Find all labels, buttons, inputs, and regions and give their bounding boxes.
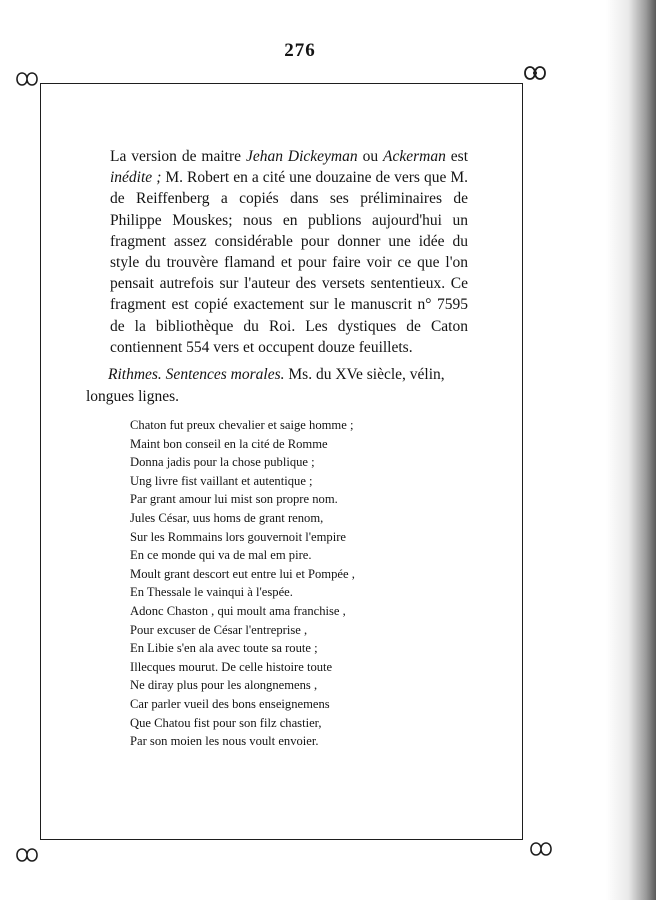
text-run: ou bbox=[357, 148, 383, 165]
verse-line: Chaton fut preux chevalier et saige homme ; bbox=[130, 418, 354, 432]
verse-line: Ne diray plus pour les alongnemens , bbox=[130, 678, 318, 693]
author-name: Ackerman bbox=[383, 148, 446, 165]
rubric-description: Ms. du XVe siècle, vélin, longues lignes. bbox=[86, 366, 445, 405]
verse-line: Illecques mourut. De celle histoire toute bbox=[130, 659, 333, 674]
rubric-title: Rithmes. Sentences morales. bbox=[108, 366, 285, 383]
verse-line: Jules César, uus homs de grant renom, bbox=[130, 510, 324, 525]
verse-line: Moult grant descort eut entre lui et Pompée , bbox=[130, 566, 355, 581]
verse-line: Ung livre fist vaillant et autentique ; bbox=[130, 473, 313, 488]
book-spine-shadow bbox=[606, 0, 656, 900]
text-run: La version de maitre bbox=[110, 148, 246, 165]
author-name: Jehan Dickeyman bbox=[245, 148, 358, 165]
verse-line: Par son moien les nous voult envoier. bbox=[130, 734, 319, 749]
intro-paragraph bbox=[110, 146, 468, 358]
verse-line: Maint bon conseil en la cité de Romme bbox=[130, 436, 328, 451]
verse-line: Sur les Rommains lors gouvernoit l'empire bbox=[130, 529, 346, 544]
emphasis-word: inédite ; bbox=[110, 169, 162, 187]
verse-line: En Thessale le vainqui à l'espée. bbox=[130, 585, 293, 600]
verse-line: Adonc Chaston , qui moult ama franchise , bbox=[130, 603, 346, 618]
verse-line: Par grant amour lui mist son propre nom. bbox=[130, 492, 338, 507]
page-number: 276 bbox=[284, 40, 316, 61]
flourish-ornament-icon bbox=[528, 838, 554, 860]
intro-paragraph-block bbox=[110, 146, 468, 358]
verse-line: Car parler vueil des bons enseignemens bbox=[130, 696, 330, 711]
flourish-ornament-icon bbox=[14, 68, 40, 90]
flourish-ornament-icon bbox=[522, 62, 548, 84]
manuscript-rubric bbox=[86, 364, 468, 407]
verse-line: Pour excuser de César l'entreprise , bbox=[130, 622, 308, 637]
text-run: est bbox=[445, 148, 468, 165]
text-run: M. Robert en a cité une douzaine de vers que M. de Reiffenberg a copiés dans ses préliminaires de Philippe Mouskes; nous en publions aujourd'hui un fragment assez considérable pour donner une idée du style du trouvère flamand et pour faire voir ce que l'on pensait autrefois sur l'auteur des versets sententieux. Ce fragment est copié exactement sur le manuscrit n° 7595 de la bibliothèque du Roi. Les dystiques de Caton contiennent 554 vers et occupent douze feuillets. bbox=[110, 169, 468, 356]
verse-line: En ce monde qui va de mal em pire. bbox=[130, 548, 312, 563]
verse-line: En Libie s'en ala avec toute sa route ; bbox=[130, 641, 318, 656]
flourish-ornament-icon bbox=[14, 844, 40, 866]
verse-line: Que Chatou fist pour son filz chastier, bbox=[130, 715, 322, 730]
verse-line: Donna jadis pour la chose publique ; bbox=[130, 455, 315, 470]
poem-verses bbox=[130, 416, 430, 751]
